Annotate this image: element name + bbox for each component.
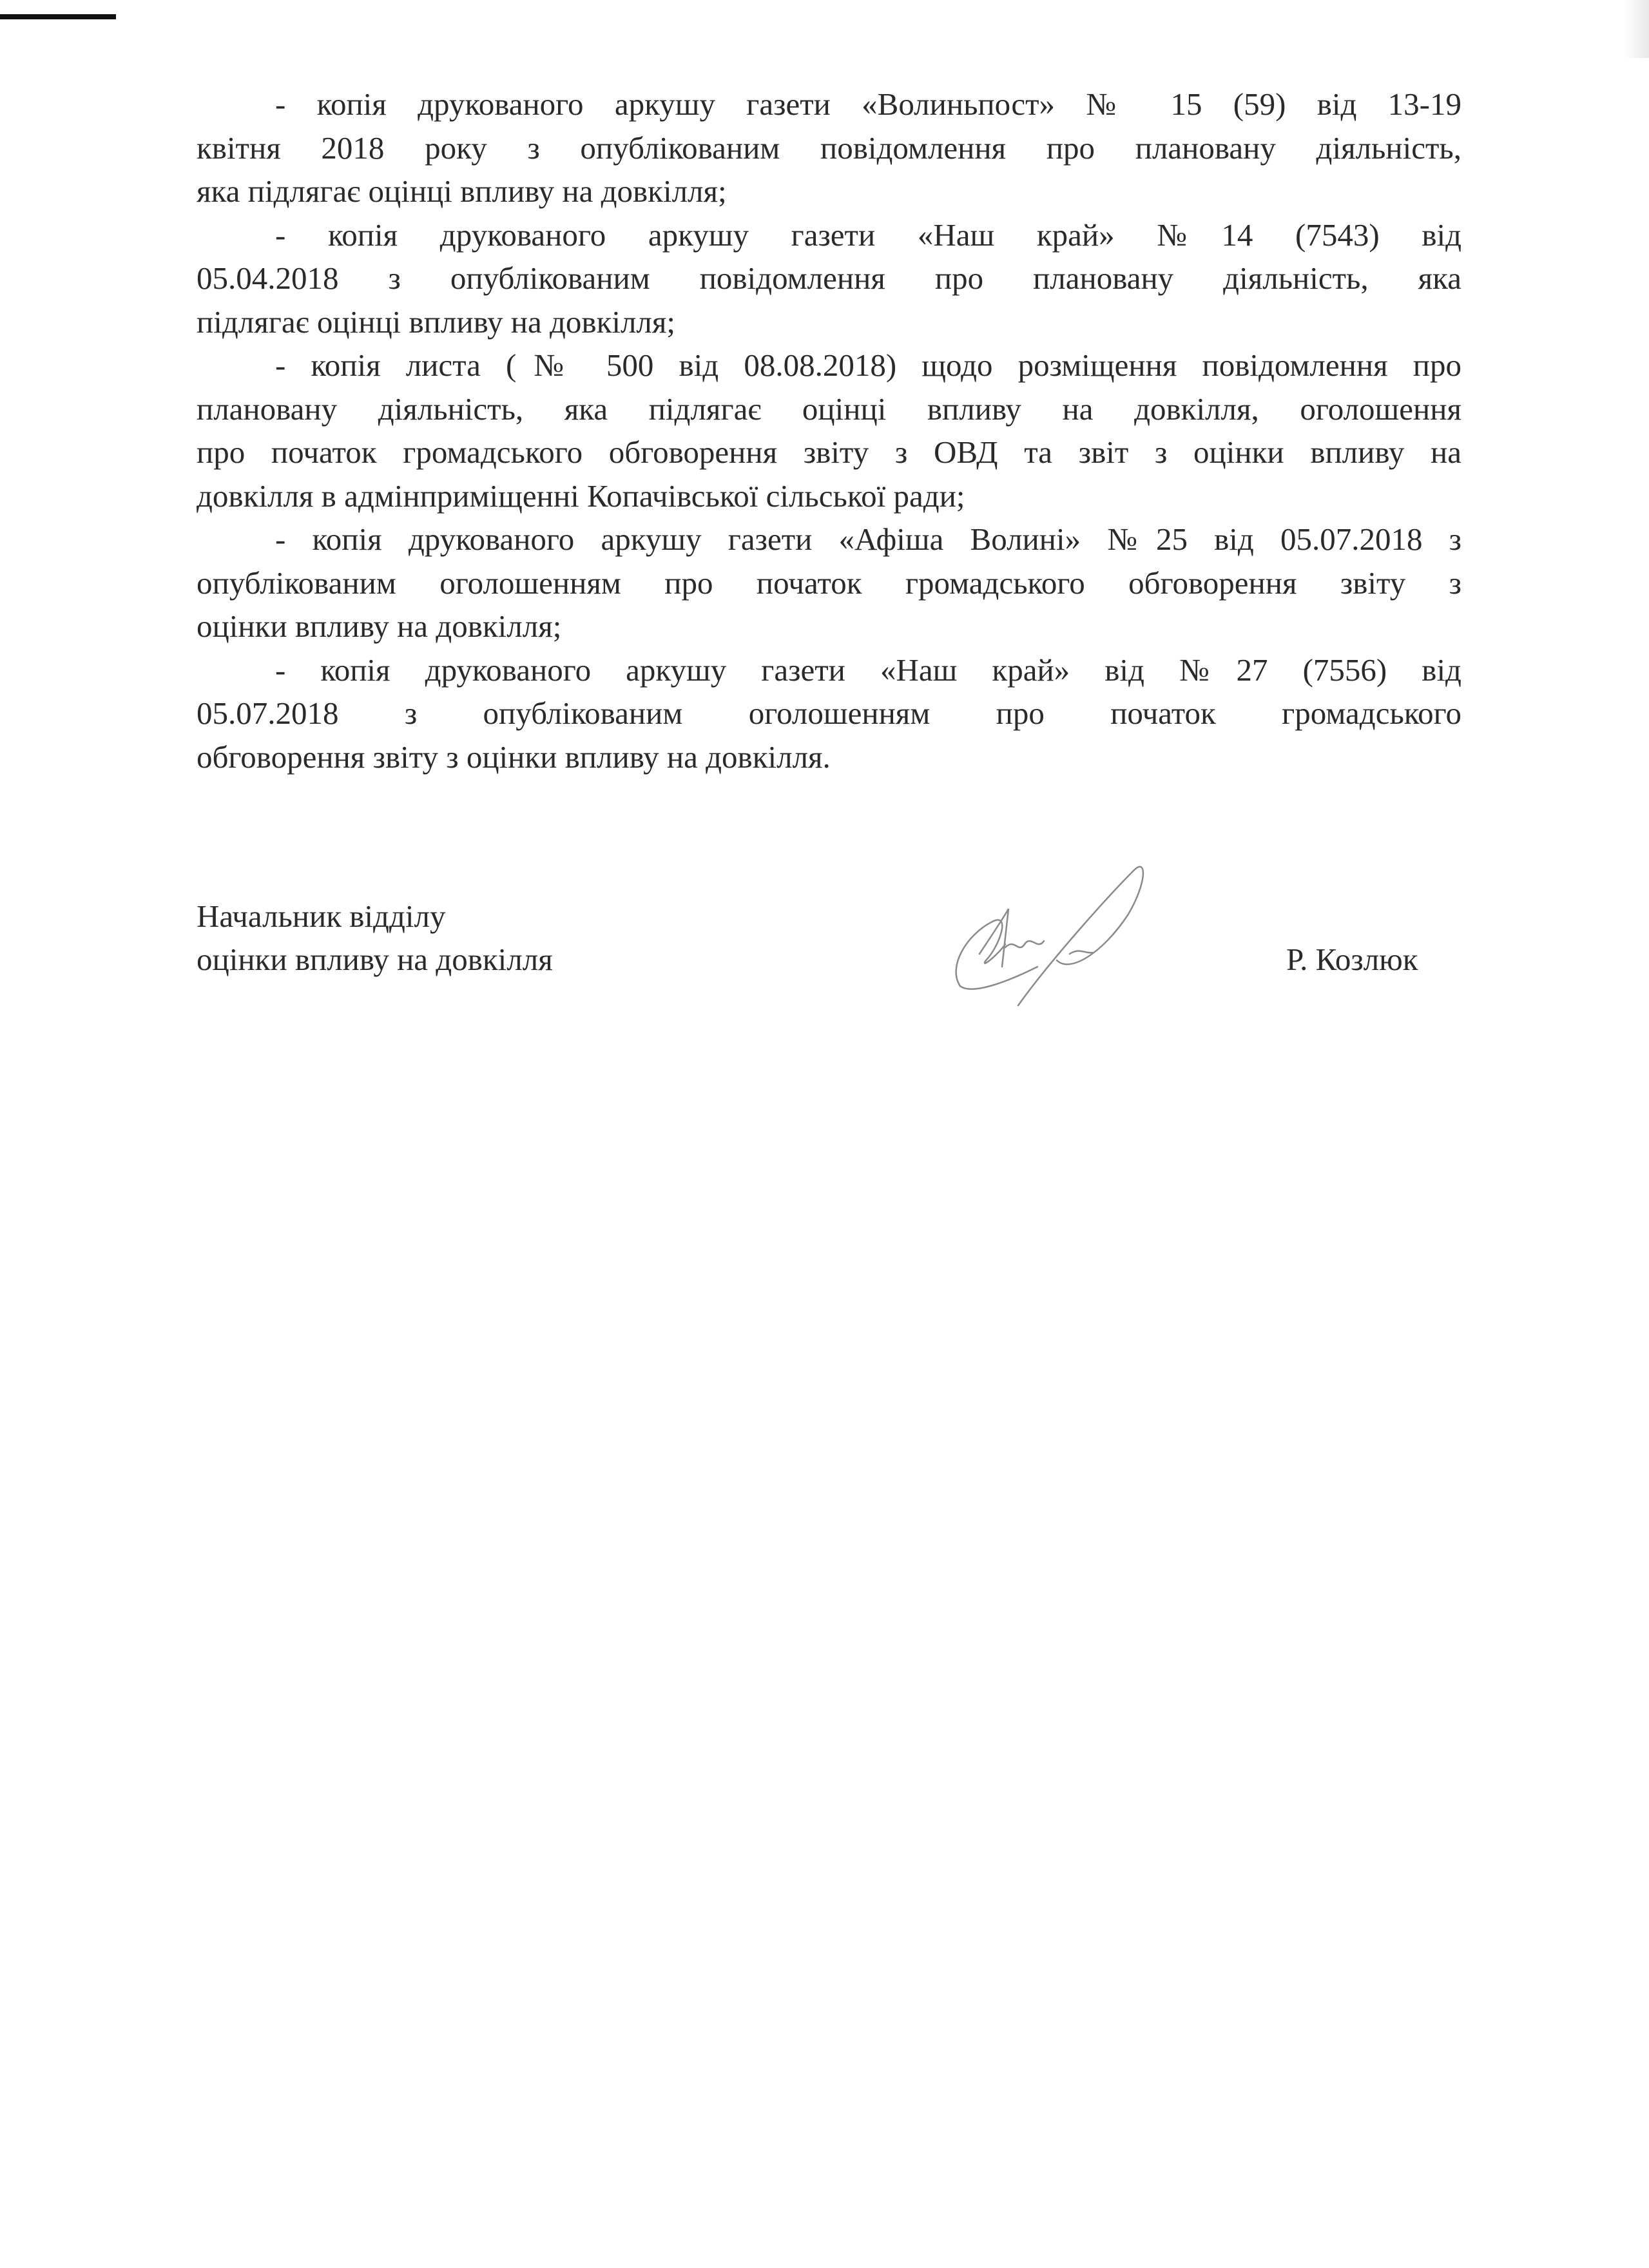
text-line: 05.04.2018 з опублікованим повідомлення про плановану діяльність, яка bbox=[197, 260, 1461, 296]
list-paragraph bbox=[197, 648, 1461, 779]
text-line: - копія друкованого аркушу газети «Наш край» від №27 (7556) від bbox=[275, 652, 1461, 688]
text-line: плановану діяльність, яка підлягає оцінці впливу на довкілля, оголошення bbox=[197, 391, 1461, 427]
text-line: - копія друкованого аркушу газети «Наш край» №14 (7543) від bbox=[275, 217, 1461, 253]
handwritten-signature bbox=[941, 857, 1263, 1018]
signatory-position bbox=[197, 895, 553, 981]
scan-edge-shadow bbox=[1623, 0, 1649, 58]
list-paragraph bbox=[197, 213, 1461, 344]
signatory-name: Р. Козлюк bbox=[1286, 942, 1418, 977]
text-line: підлягає оцінці впливу на довкілля; bbox=[197, 304, 676, 340]
text-line: обговорення звіту з оцінки впливу на довкілля. bbox=[197, 739, 831, 775]
text-line: - копія листа (№ 500 від 08.08.2018) щодо розміщення повідомлення про bbox=[275, 347, 1461, 383]
signatory-position-line2: оцінки впливу на довкілля bbox=[197, 942, 553, 977]
text-line: яка підлягає оцінці впливу на довкілля; bbox=[197, 173, 727, 209]
text-line: - копія друкованого аркушу газети «Афіша Волині» №25 від 05.07.2018 з bbox=[275, 521, 1461, 557]
text-line: - копія друкованого аркушу газети «Волиньпост» № 15 (59) від 13-19 bbox=[275, 86, 1461, 122]
document-body bbox=[197, 82, 1461, 779]
list-paragraph bbox=[197, 82, 1461, 213]
text-line: опублікованим оголошенням про початок громадського обговорення звіту з bbox=[197, 565, 1461, 601]
text-line: 05.07.2018 з опублікованим оголошенням про початок громадського bbox=[197, 695, 1461, 731]
text-line: довкілля в адмінприміщенні Копачівської сільської ради; bbox=[197, 478, 965, 514]
scan-artifact bbox=[0, 14, 116, 19]
signatory-position-line1: Начальник відділу bbox=[197, 898, 446, 934]
text-line: квітня 2018 року з опублікованим повідомлення про плановану діяльність, bbox=[197, 130, 1461, 166]
list-paragraph bbox=[197, 518, 1461, 648]
list-paragraph bbox=[197, 344, 1461, 518]
text-line: про початок громадського обговорення звіту з ОВД та звіт з оцінки впливу на bbox=[197, 434, 1461, 470]
text-line: оцінки впливу на довкілля; bbox=[197, 608, 562, 644]
